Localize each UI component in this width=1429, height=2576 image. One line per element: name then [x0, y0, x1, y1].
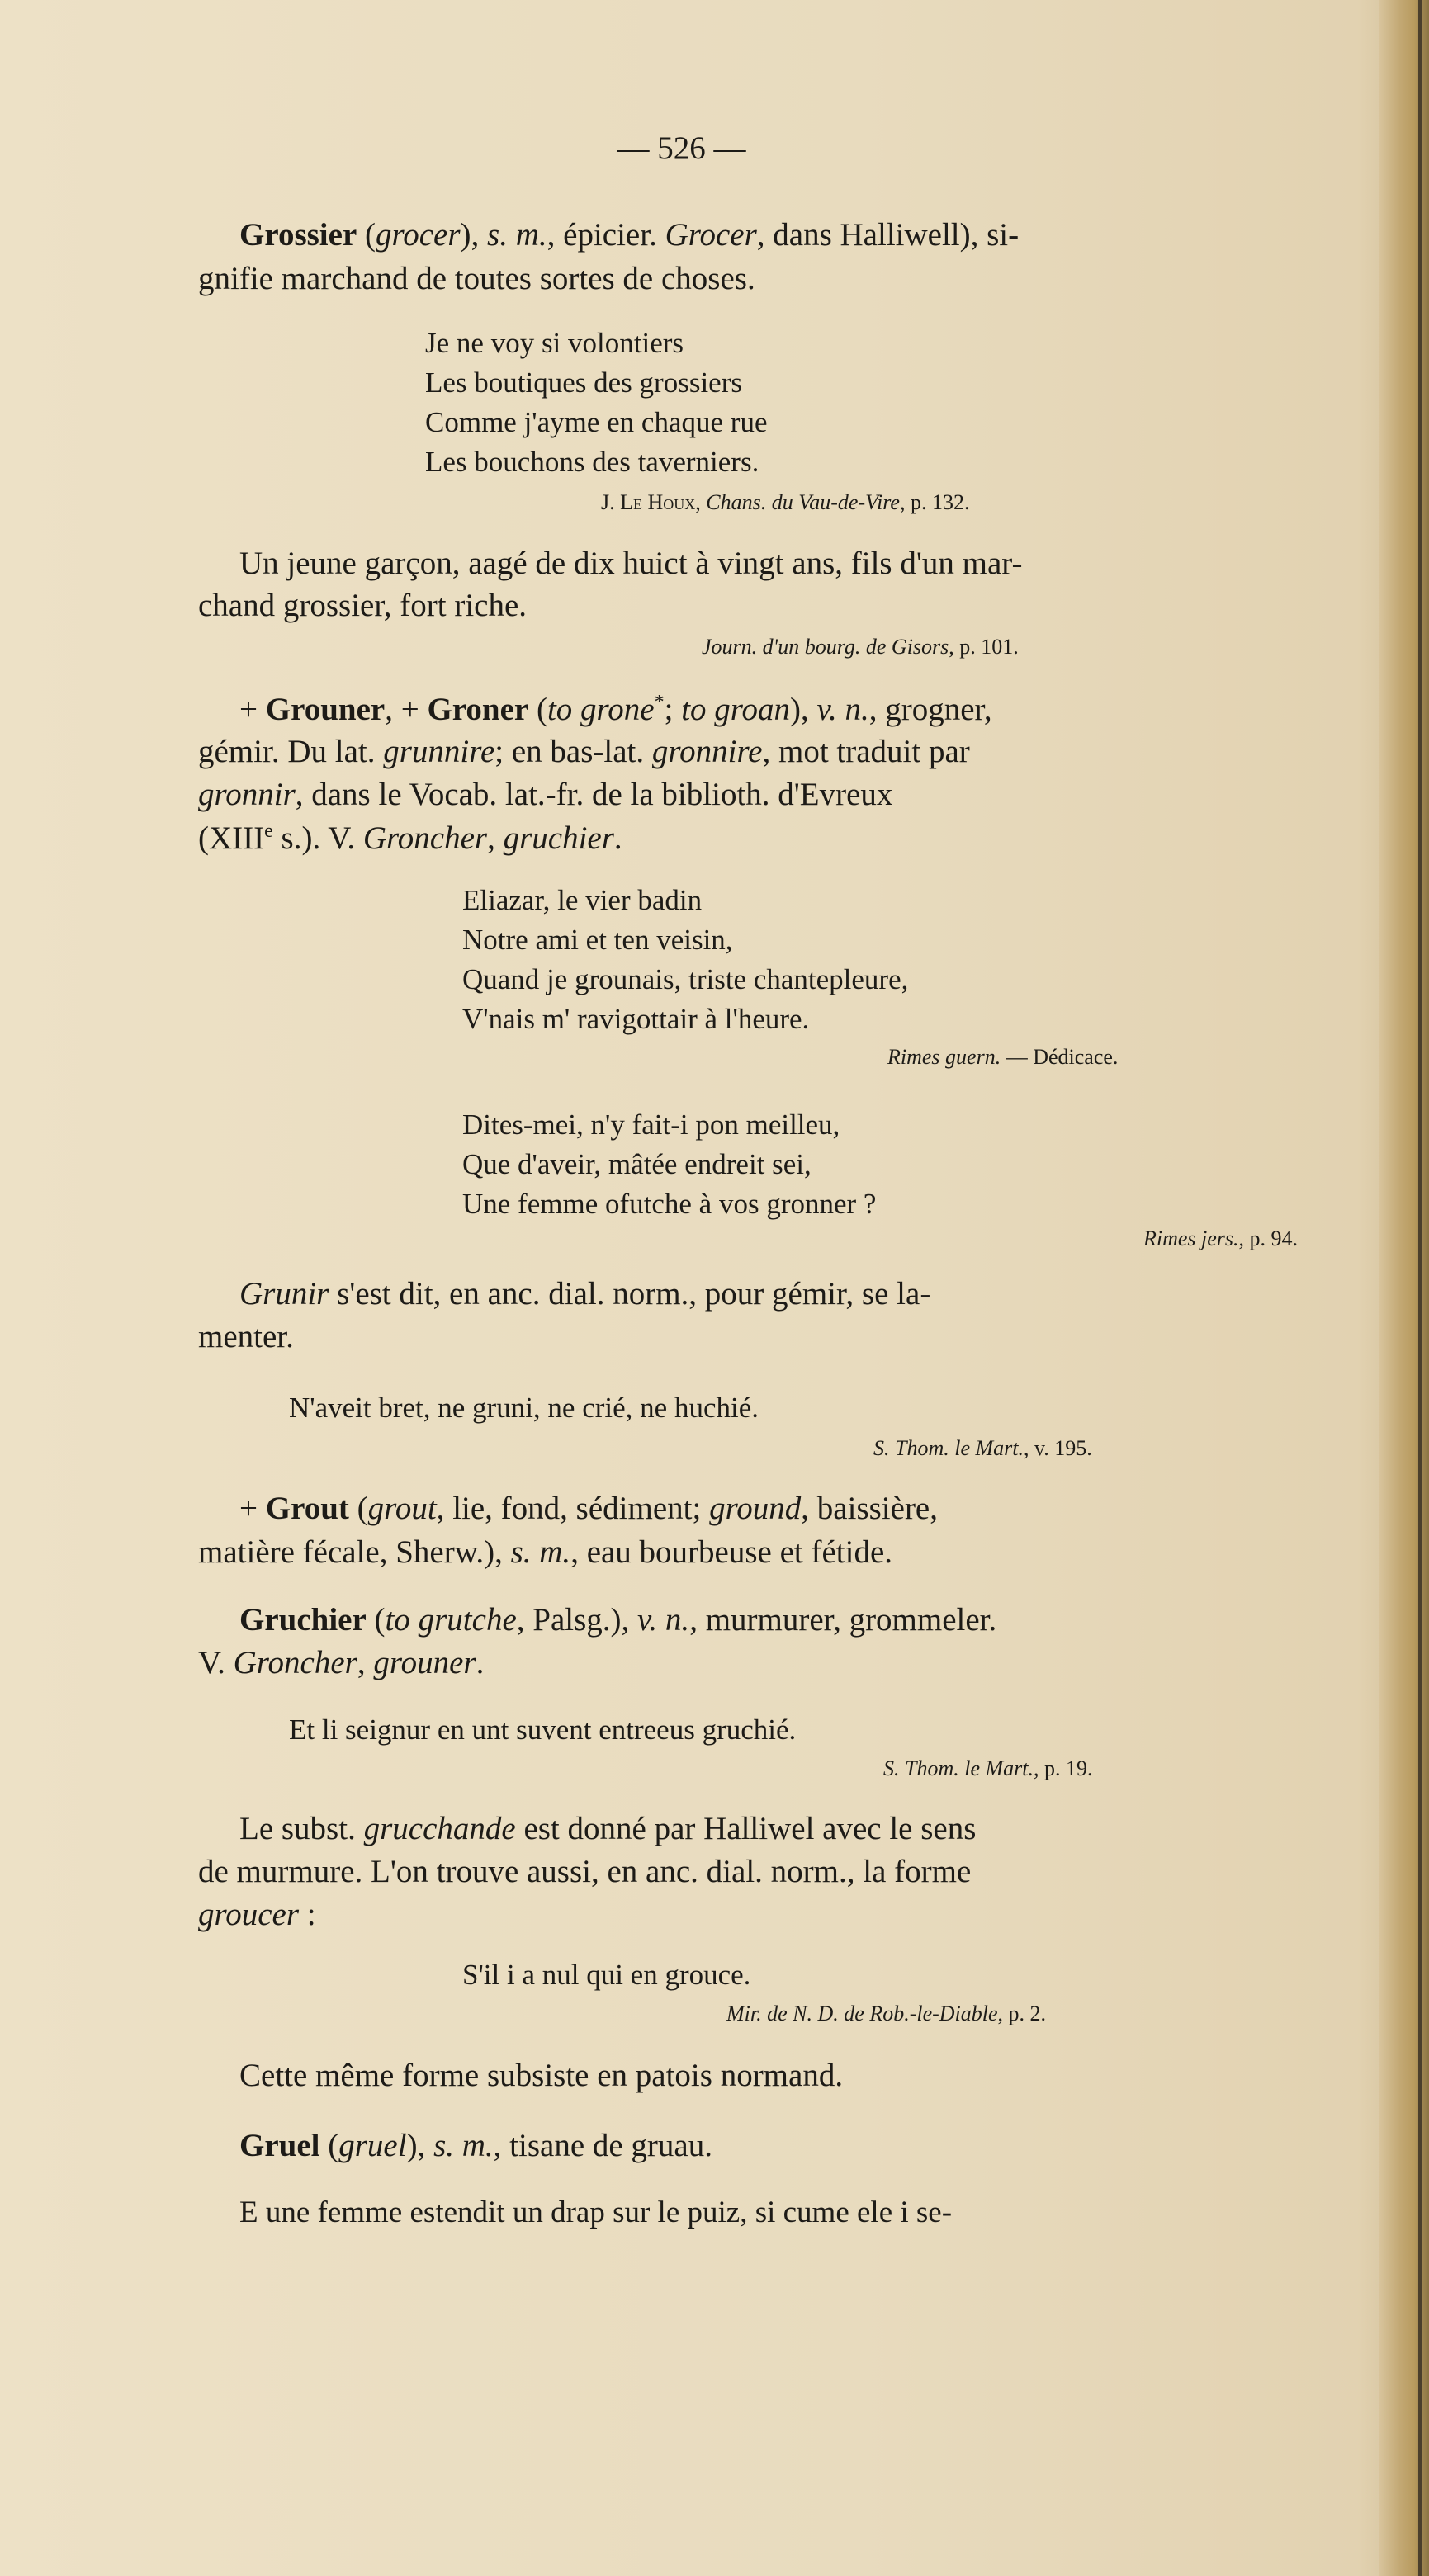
part-of-speech: v. n. [637, 1602, 690, 1638]
entry-gruchier-line-2 [198, 1647, 484, 1679]
entry-grossier-line-2: gnifie marchand de toutes sortes de choses. [198, 261, 755, 296]
entry-grunir-line-1 [239, 1278, 930, 1310]
text: gémir. Du lat. [198, 734, 384, 769]
entry-grouner-line-1 [239, 692, 992, 726]
text: est donné par Halliwel avec le sens [515, 1811, 977, 1846]
work-title: Rimes jers. [1143, 1227, 1239, 1250]
headword-grout: Grout [265, 1491, 349, 1526]
verse-line: Comme j'ayme en chaque rue [425, 406, 768, 438]
text: , Palsg.), [516, 1602, 638, 1638]
text: ), [406, 2128, 434, 2163]
text: + [239, 1491, 266, 1526]
quote-line: E une femme estendit un drap sur le puiz, si cume ele i se- [239, 2196, 953, 2229]
text: ( [366, 1602, 386, 1638]
verse-line: Les bouchons des taverniers. [425, 446, 759, 478]
part-of-speech: s. m. [487, 217, 547, 253]
cross-reference: grouner [373, 1645, 476, 1680]
text: , p. 101. [949, 635, 1019, 659]
text: . [476, 1645, 485, 1680]
text: , p. 2. [997, 2002, 1047, 2025]
source-citation [726, 2003, 1046, 2025]
etymon: gruel [338, 2128, 407, 2163]
verse-line: Les boutiques des grossiers [425, 366, 742, 399]
etymon: to grutche [385, 1602, 517, 1638]
text: ( [319, 2128, 339, 2163]
etymon: to groan [681, 692, 791, 727]
cross-reference: Groncher [362, 820, 488, 856]
verse-line: Et li seignur en unt suvent entreeus gruchié. [289, 1713, 797, 1746]
text: ( [348, 1491, 368, 1526]
part-of-speech: v. n. [816, 692, 869, 727]
old-french-word: Grunir [239, 1276, 329, 1312]
etymon: Grocer [665, 217, 757, 253]
text: ), [460, 217, 488, 253]
text: , dans le Vocab. lat.-fr. de la biblioth. d'Evreux [295, 777, 893, 812]
text: , mot traduit par [762, 734, 970, 769]
text: s'est dit, en anc. dial. norm., pour gémir, se la- [329, 1276, 931, 1312]
source-citation [883, 1758, 1093, 1780]
source-citation [873, 1438, 1092, 1459]
part-of-speech: s. m. [433, 2128, 494, 2163]
text: V. [198, 1645, 234, 1680]
verse-line: Notre ami et ten veisin, [462, 924, 733, 956]
text: , v. 195. [1024, 1436, 1092, 1460]
text: J. [601, 490, 621, 514]
part-of-speech: s. m. [510, 1534, 571, 1570]
text: (XIII [198, 820, 265, 856]
text: ), [790, 692, 817, 727]
source-citation [1143, 1228, 1298, 1250]
paragraph-line: de murmure. L'on trouve aussi, en anc. dial. norm., la forme [198, 1854, 972, 1889]
entry-grouner-line-4 [198, 821, 622, 854]
entry-gruchier-line-1 [239, 1604, 996, 1636]
headword-grouner: Grouner [265, 692, 386, 727]
text: ; en bas-lat. [494, 734, 652, 769]
text: . [613, 820, 622, 856]
text: ( [528, 692, 547, 727]
text: , baissière, [801, 1491, 938, 1526]
paragraph-line [239, 1813, 976, 1845]
verse-line: Une femme ofutche à vos gronner ? [462, 1188, 877, 1220]
text: , + [385, 692, 428, 727]
old-french-word: grucchande [363, 1811, 516, 1846]
page-number: — 526 — [617, 130, 746, 166]
source-citation [887, 1047, 1118, 1068]
text: ; [664, 692, 682, 727]
entry-gruel-line-1 [239, 2129, 712, 2162]
verse-line: Quand je grounais, triste chantepleure, [462, 963, 909, 995]
author: Le Houx [620, 490, 696, 514]
verse-line: N'aveit bret, ne gruni, ne crié, ne huchié. [289, 1392, 759, 1424]
verse-line: Je ne voy si volontiers [425, 327, 684, 359]
latin-word: gronnire [651, 734, 763, 769]
entry-grouner-line-3 [198, 778, 892, 811]
text: , [695, 490, 707, 514]
text: , p. 94. [1238, 1227, 1299, 1250]
quote-line: Un jeune garçon, aagé de dix huict à vingt ans, fils d'un mar- [239, 546, 1023, 581]
work-title: Chans. du Vau-de-Vire [706, 490, 900, 514]
verse-line: Dites-mei, n'y fait-i pon meilleu, [462, 1108, 840, 1141]
headword-grossier: Grossier [239, 217, 357, 253]
text: , p. 132. [899, 490, 970, 514]
verse-line: Que d'aveir, mâtée endreit sei, [462, 1148, 812, 1180]
text: , grogner, [868, 692, 992, 727]
old-french-word: gronnir [198, 777, 296, 812]
verse-line: S'il i a nul qui en grouce. [462, 1959, 751, 1991]
text: , p. 19. [1034, 1756, 1093, 1780]
text: Le subst. [239, 1811, 364, 1846]
text: ( [357, 217, 376, 253]
etymon: ground [709, 1491, 802, 1526]
work-title: Rimes guern. [887, 1045, 1001, 1069]
entry-grossier-line-1 [239, 219, 1019, 251]
work-title: Mir. de N. D. de Rob.-le-Diable [726, 2002, 998, 2025]
text: , dans Halliwell), si- [756, 217, 1020, 253]
source-citation [601, 492, 969, 513]
text: s.). V. [272, 820, 363, 856]
text: + [239, 692, 266, 727]
text: : [299, 1897, 316, 1932]
latin-word: grunnire [383, 734, 495, 769]
work-title: S. Thom. le Mart. [883, 1756, 1034, 1780]
superscript: e [264, 820, 273, 842]
text: , épicier. [547, 217, 665, 253]
asterisk: * [654, 692, 665, 713]
text: , tisane de gruau. [493, 2128, 712, 2163]
etymon: grout [367, 1491, 437, 1526]
text: , [487, 820, 504, 856]
work-title: Journ. d'un bourg. de Gisors [702, 635, 949, 659]
etymon: grocer [376, 217, 461, 253]
cross-reference: gruchier [503, 820, 614, 856]
text: , murmurer, grommeler. [689, 1602, 997, 1638]
text: , eau bourbeuse et fétide. [570, 1534, 893, 1570]
entry-grunir-line-2: menter. [198, 1319, 294, 1354]
entry-grouner-line-2 [198, 735, 970, 768]
headword-groner: Groner [427, 692, 529, 727]
paragraph-line [198, 1898, 316, 1931]
etymon: to grone [547, 692, 655, 727]
verse-line: V'nais m' ravigottair à l'heure. [462, 1003, 810, 1035]
verse-line: Eliazar, le vier badin [462, 884, 703, 916]
old-french-word: groucer [198, 1897, 300, 1932]
text: — Dédicace. [1001, 1045, 1119, 1069]
cross-reference: Groncher [233, 1645, 357, 1680]
entry-grout-line-2 [198, 1536, 892, 1568]
text: , lie, fond, sédiment; [436, 1491, 710, 1526]
source-citation [702, 636, 1019, 658]
quote-line: chand grossier, fort riche. [198, 588, 528, 623]
text: , [357, 1645, 374, 1680]
headword-gruel: Gruel [239, 2128, 320, 2163]
paragraph-line: Cette même forme subsiste en patois normand. [239, 2058, 844, 2093]
headword-gruchier: Gruchier [239, 1602, 367, 1638]
text: matière fécale, Sherw.), [198, 1534, 511, 1570]
entry-grout-line-1 [239, 1492, 938, 1524]
work-title: S. Thom. le Mart. [873, 1436, 1024, 1460]
